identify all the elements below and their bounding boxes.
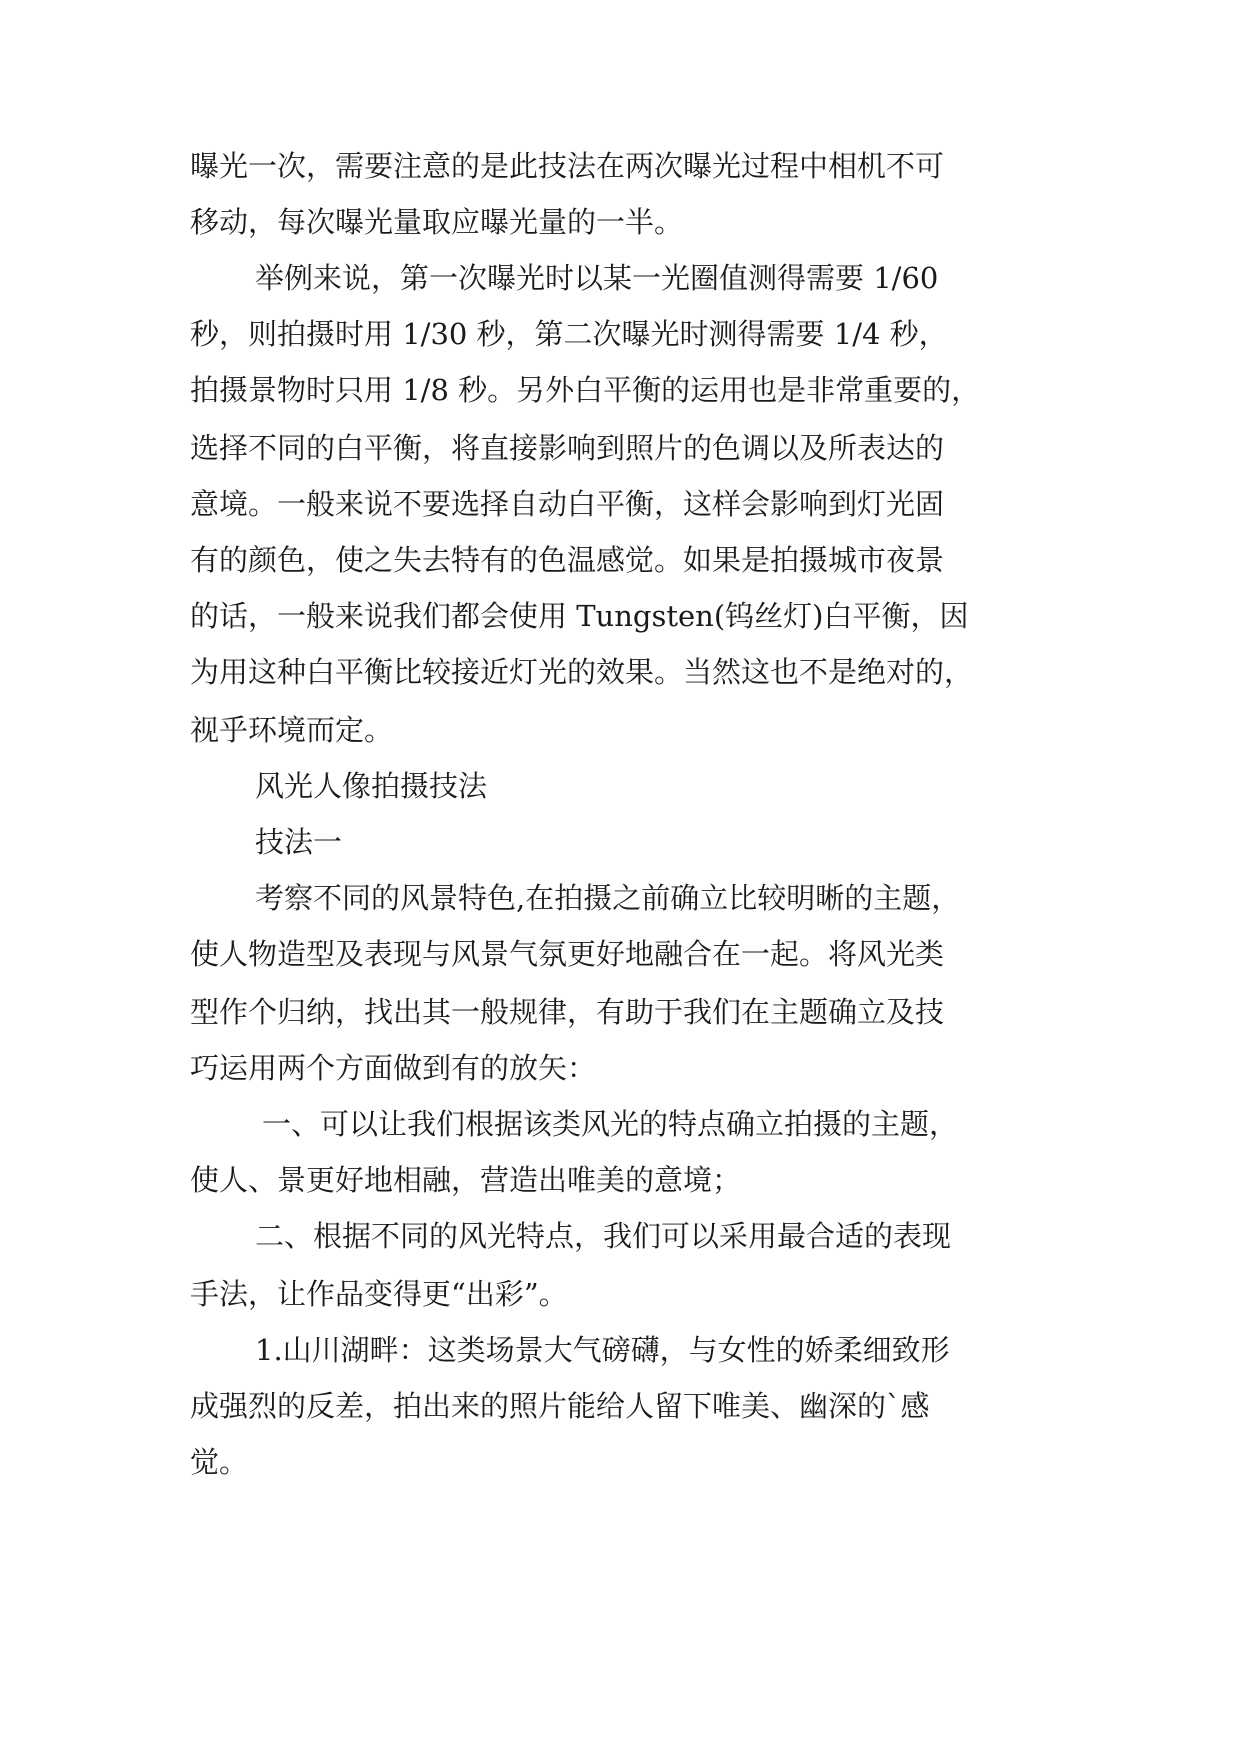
line-text: 成强烈的反差，拍出来的照片能给人留下唯美、幽深的`感	[190, 1389, 930, 1423]
line-text: 型作个归纳，找出其一般规律，有助于我们在主题确立及技	[190, 995, 945, 1029]
line-text: 手法，让作品变得更“出彩”。	[190, 1277, 568, 1311]
text-line	[0, 474, 1241, 534]
line-text: 二、根据不同的风光特点，我们可以采用最合适的表现	[255, 1219, 952, 1253]
line-text: 为用这种白平衡比较接近灯光的效果。当然这也不是绝对的，	[190, 655, 974, 689]
line-text: 考察不同的风景特色,在拍摄之前确立比较明晰的主题，	[255, 881, 961, 915]
line-text: 选择不同的白平衡，将直接影响到照片的色调以及所表达的	[190, 431, 945, 465]
text-line	[0, 586, 1241, 646]
section-heading	[0, 756, 1241, 816]
line-text: 曝光一次，需要注意的是此技法在两次曝光过程中相机不可	[190, 149, 945, 183]
line-text: 举例来说，第一次曝光时以某一光圈值测得需要 1/60	[255, 261, 939, 295]
text-line	[0, 418, 1241, 478]
line-text: 拍摄景物时只用 1/8 秒。另外白平衡的运用也是非常重要的，	[190, 373, 981, 407]
text-line	[0, 360, 1241, 420]
line-text: 使人、景更好地相融，营造出唯美的意境；	[190, 1163, 742, 1197]
text-line	[0, 1376, 1241, 1436]
text-line	[0, 192, 1241, 252]
line-text: 的话，一般来说我们都会使用 Tungsten(钨丝灯)白平衡，因	[190, 599, 969, 633]
text-line	[0, 248, 1241, 308]
text-line	[0, 1150, 1241, 1210]
text-line	[0, 1038, 1241, 1098]
text-line	[0, 1264, 1241, 1324]
text-line	[0, 642, 1241, 702]
line-text: 意境。一般来说不要选择自动白平衡，这样会影响到灯光固	[190, 487, 945, 521]
line-text: 1.山川湖畔：这类场景大气磅礴，与女性的娇柔细致形	[255, 1333, 950, 1367]
line-text: 移动，每次曝光量取应曝光量的一半。	[190, 205, 684, 239]
subsection-heading	[0, 812, 1241, 872]
line-text: 觉。	[190, 1445, 249, 1479]
line-text: 秒，则拍摄时用 1/30 秒，第二次曝光时测得需要 1/4 秒，	[190, 317, 948, 351]
text-line	[0, 136, 1241, 196]
text-line	[0, 1206, 1241, 1266]
text-line	[0, 1320, 1241, 1380]
text-line	[0, 1432, 1241, 1492]
text-line	[0, 700, 1241, 760]
text-line	[0, 982, 1241, 1042]
text-line	[0, 304, 1241, 364]
line-text: 巧运用两个方面做到有的放矢：	[190, 1051, 597, 1085]
line-text: 视乎环境而定。	[190, 713, 394, 747]
line-text: 风光人像拍摄技法	[255, 769, 488, 803]
line-text: 一、可以让我们根据该类风光的特点确立拍摄的主题，	[262, 1107, 959, 1141]
text-line	[0, 1094, 1241, 1154]
line-text: 有的颜色，使之失去特有的色温感觉。如果是拍摄城市夜景	[190, 543, 945, 577]
text-line	[0, 868, 1241, 928]
text-line	[0, 530, 1241, 590]
text-line	[0, 924, 1241, 984]
line-text: 使人物造型及表现与风景气氛更好地融合在一起。将风光类	[190, 937, 945, 971]
line-text: 技法一	[255, 825, 343, 859]
